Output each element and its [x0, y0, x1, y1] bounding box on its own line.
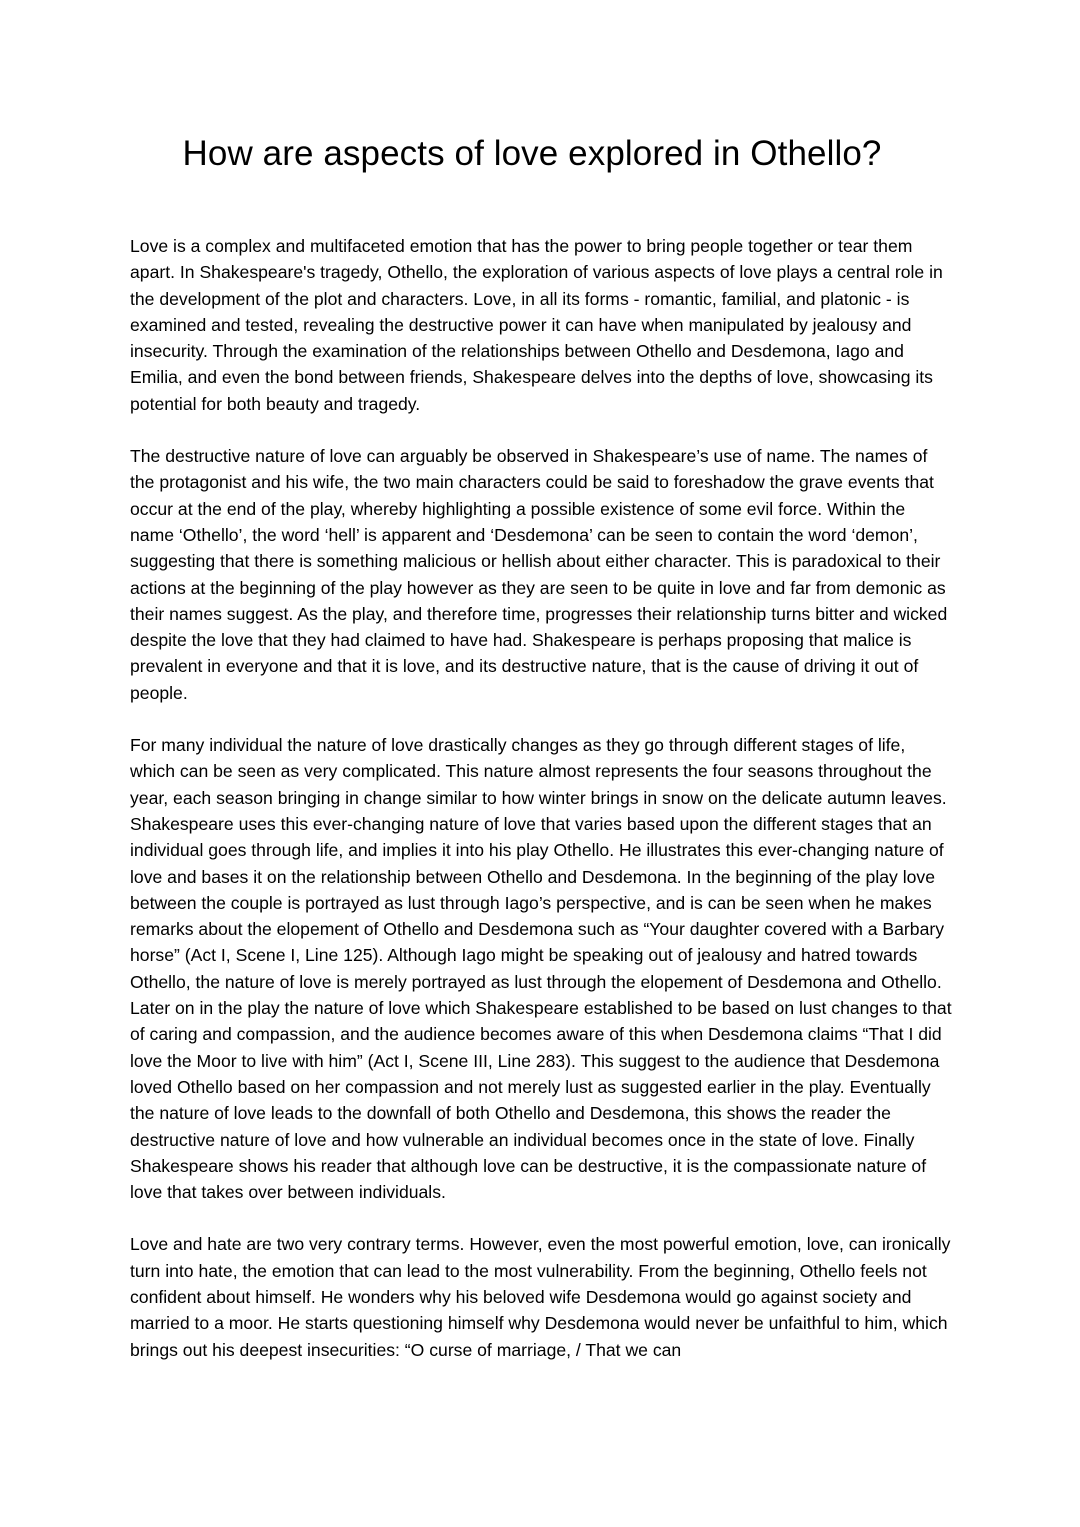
paragraph-love-and-hate: Love and hate are two very contrary terms. However, even the most powerful emotion, love, can ironically turn into hate, the emotion that can lead to the most vulnerability. From the beginning, Othello feels not confident about himself. He wonders why his beloved wife Desdemona would go against society and married to a moor. He starts questioning himself why Desdemona would never be unfaithful to him, which brings out his deepest insecurities: “O curse of marriage, / That we can: [130, 1234, 951, 1360]
essay-body: [130, 233, 952, 1389]
page-title: How are aspects of love explored in Othello?: [182, 134, 882, 173]
paragraph-names: The destructive nature of love can arguably be observed in Shakespeare’s use of name. The names of the protagonist and his wife, the two main characters could be said to foreshadow the grave events that occur at the end of the play, whereby highlighting a possible existence of some evil force. Within the name ‘Othello’, the word ‘hell’ is apparent and ‘Desdemona’ can be seen to contain the word ‘demon’, suggesting that there is something malicious or hellish about either character. This is paradoxical to their actions at the beginning of the play however as they are seen to be quite in love and far from demonic as their names suggest. As the play, and therefore time, progresses their relationship turns bitter and wicked despite the love that they had claimed to have had. Shakespeare is perhaps proposing that malice is prevalent in everyone and that it is love, and its destructive nature, that is the cause of driving it out of people.: [130, 446, 948, 703]
paragraph-introduction: Love is a complex and multifaceted emotion that has the power to bring people together or tear them apart. In Shakespeare's tragedy, Othello, the exploration of various aspects of love plays a central role in the development of the plot and characters. Love, in all its forms - romantic, familial, and platonic - is examined and tested, revealing the destructive power it can have when manipulated by jealousy and insecurity. Through the examination of the relationships between Othello and Desdemona, Iago and Emilia, and even the bond between friends, Shakespeare delves into the depths of love, showcasing its potential for both beauty and tragedy.: [130, 236, 943, 414]
paragraph-changing-nature: For many individual the nature of love drastically changes as they go through different stages of life, which can be seen as very complicated. This nature almost represents the four seasons throughout the year, each season bringing in change similar to how winter brings in snow on the delicate autumn leaves. Shakespeare uses this ever-changing nature of love that varies based upon the different stages that an individual goes through life, and implies it into his play Othello. He illustrates this ever-changing nature of love and bases it on the relationship between Othello and Desdemona. In the beginning of the play love between the couple is portrayed as lust through Iago’s perspective, and is can be seen when he makes remarks about the elopement of Othello and Desdemona such as “Your daughter covered with a Barbary horse” (Act I, Scene I, Line 125). Although Iago might be speaking out of jealousy and hatred towards Othello, the nature of love is merely portrayed as lust through the elopement of Desdemona and Othello. Later on in the play the nature of love which Shakespeare established to be based on lust changes to that of caring and compassion, and the audience becomes aware of this when Desdemona claims “That I did love the Moor to live with him” (Act I, Scene III, Line 283). This suggest to the audience that Desdemona loved Othello based on her compassion and not merely lust as suggested earlier in the play. Eventually the nature of love leads to the downfall of both Othello and Desdemona, this shows the reader the destructive nature of love and how vulnerable an individual becomes once in the state of love. Finally Shakespeare shows his reader that although love can be destructive, it is the compassionate nature of love that takes over between individuals.: [130, 735, 952, 1203]
